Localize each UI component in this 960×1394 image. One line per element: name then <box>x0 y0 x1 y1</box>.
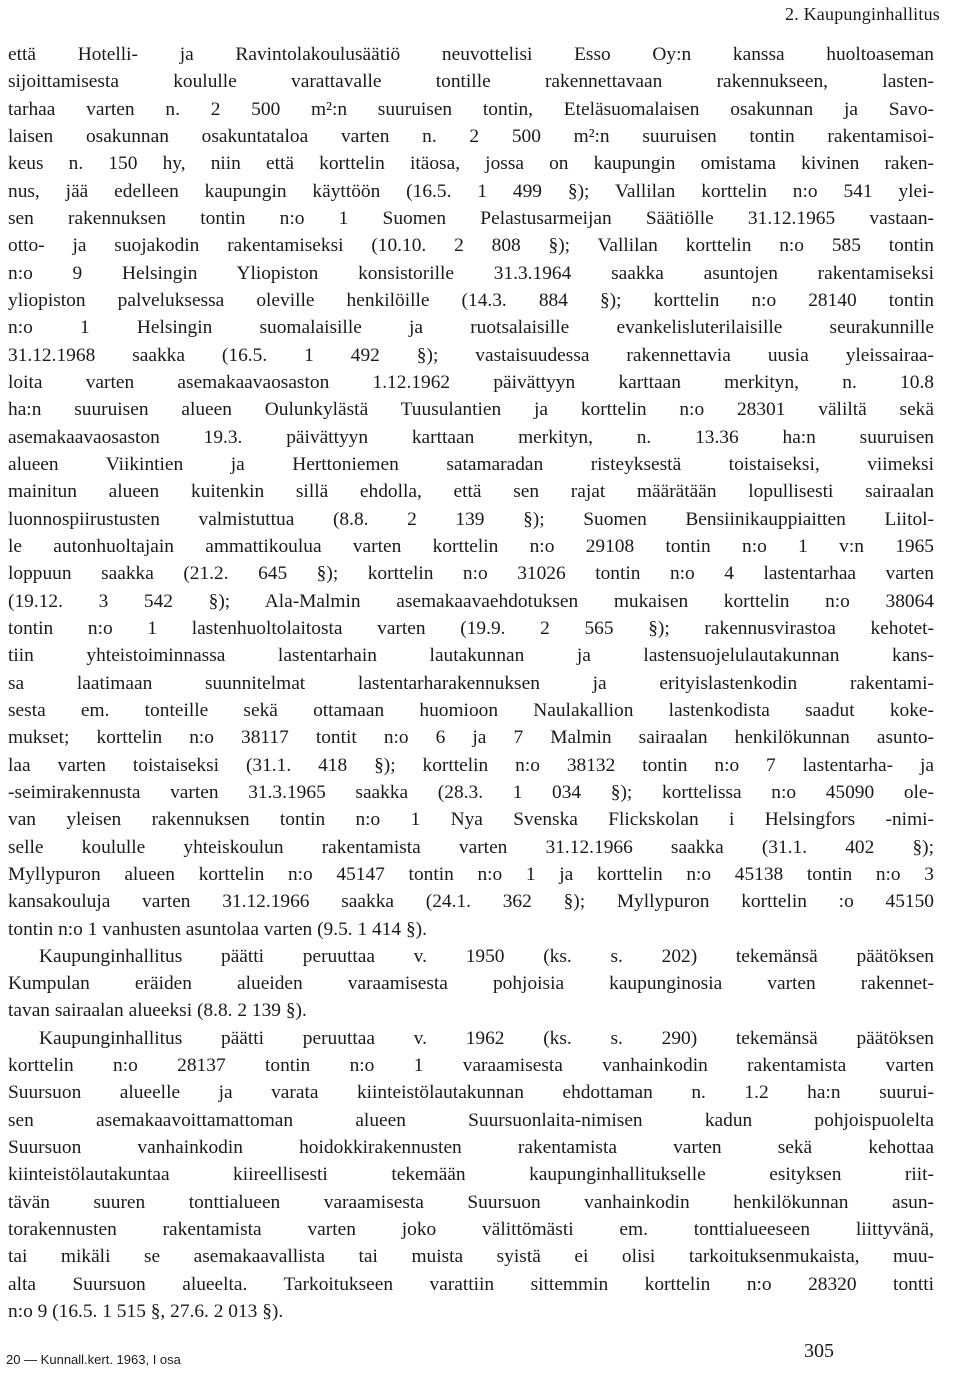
text-line: tarhaa varten n. 2 500 m²:n suuruisen tontin, Eteläsuomalaisen osakunnan ja Savo- <box>8 98 934 120</box>
text-line: mukset; korttelin n:o 38117 tontit n:o 6 ja 7 Malmin sairaalan henkilökunnan asunto- <box>8 727 934 749</box>
text-line: (19.12. 3 542 §); Ala-Malmin asemakaavaehdotuksen mukaisen korttelin n:o 38064 <box>8 590 934 612</box>
page-number: 305 <box>804 1340 834 1362</box>
text-line: keus n. 150 hy, niin että korttelin itäosa, jossa on kaupungin omistama kivinen raken- <box>8 153 934 175</box>
text-line: n:o 9 Helsingin Yliopiston konsistorille 31.3.1964 saakka asuntojen rakentamiseksi <box>8 262 934 284</box>
text-line: otto- ja suojakodin rakentamiseksi (10.10. 2 808 §); Vallilan korttelin n:o 585 tontin <box>8 235 934 257</box>
text-line: Kaupunginhallitus päätti peruuttaa v. 1950 (ks. s. 202) tekemänsä päätöksen <box>39 945 934 967</box>
text-line: Suursuon vanhainkodin hoidokkirakennusten rakentamista varten sekä kehottaa <box>8 1137 934 1159</box>
text-line: luonnospiirustusten valmistuttua (8.8. 2 139 §); Suomen Bensiinikauppiaitten Liitol- <box>8 508 934 530</box>
text-line: Myllypuron alueen korttelin n:o 45147 tontin n:o 1 ja korttelin n:o 45138 tontin n:o 3 <box>8 863 934 885</box>
text-line: asemakaavaosaston 19.3. päivättyyn karttaan merkityn, n. 13.36 ha:n suuruisen <box>8 426 934 448</box>
text-line: selle koululle yhteiskoulun rakentamista varten 31.12.1966 saakka (31.1. 402 §); <box>8 836 934 858</box>
text-line: alueen Viikintien ja Herttoniemen satamaradan risteyksestä toistaiseksi, viimeksi <box>8 453 934 475</box>
text-line: le autonhuoltajain ammattikoulua varten korttelin n:o 29108 tontin n:o 1 v:n 1965 <box>8 535 934 557</box>
text-line: sen rakennuksen tontin n:o 1 Suomen Pelastusarmeijan Säätiölle 31.12.1965 vastaan- <box>8 207 934 229</box>
text-line: tavan sairaalan alueeksi (8.8. 2 139 §). <box>8 1000 307 1022</box>
text-line: sa laatimaan suunnitelmat lastentarharakennuksen ja erityislastenkodin rakentami- <box>8 672 934 694</box>
printer-signature: 20 — Kunnall.kert. 1963, I osa <box>6 1352 181 1367</box>
text-line: että Hotelli- ja Ravintolakoulusäätiö neuvottelisi Esso Oy:n kanssa huoltoaseman <box>8 44 934 65</box>
text-line: alta Suursuon alueelta. Tarkoitukseen varattiin sittemmin korttelin n:o 28320 tontti <box>8 1273 934 1295</box>
text-line: sijoittamisesta koululle varattavalle tontille rakennettavaan rakennukseen, lasten- <box>8 71 934 93</box>
text-line: 31.12.1968 saakka (16.5. 1 492 §); vastaisuudessa rakennettavia uusia yleissairaa- <box>8 344 934 366</box>
paragraph-2 <box>8 943 934 1025</box>
text-line: tävän suuren tonttialueen varaamisesta Suursuon vanhainkodin henkilökunnan asun- <box>8 1191 934 1213</box>
text-line: kiinteistölautakuntaa kiireellisesti tekemään kaupunginhallitukselle esityksen riit- <box>8 1164 934 1186</box>
text-line: loppuun saakka (21.2. 645 §); korttelin n:o 31026 tontin n:o 4 lastentarhaa varten <box>8 563 934 585</box>
text-line: nus, jää edelleen kaupungin käyttöön (16.5. 1 499 §); Vallilan korttelin n:o 541 ylei- <box>8 180 934 202</box>
text-line: van yleisen rakennuksen tontin n:o 1 Nya Svenska Flickskolan i Helsingfors -nimi- <box>8 809 934 831</box>
text-line: tontin n:o 1 lastenhuoltolaitosta varten (19.9. 2 565 §); rakennusvirastoa kehotet- <box>8 617 934 639</box>
paragraph-1 <box>8 41 934 943</box>
body-text <box>8 41 934 1325</box>
text-line: Kumpulan eräiden alueiden varaamisesta pohjoisia kaupunginosia varten rakennet- <box>8 973 934 995</box>
text-line: laa varten toistaiseksi (31.1. 418 §); korttelin n:o 38132 tontin n:o 7 lastentarha- ja <box>8 754 934 776</box>
text-line: sesta em. tonteille sekä ottamaan huomioon Naulakallion lastenkodista saadut koke- <box>8 699 934 721</box>
text-line: Suursuon alueelle ja varata kiinteistölautakunnan ehdottaman n. 1.2 ha:n suurui- <box>8 1082 934 1104</box>
text-line: mainitun alueen kuitenkin sillä ehdolla, että sen rajat määrätään lopullisesti sairaalan <box>8 481 934 503</box>
text-line: torakennusten rakentamista varten joko välittömästi em. tonttialueeseen liittyvänä, <box>8 1219 934 1241</box>
running-head: 2. Kaupunginhallitus <box>785 4 940 24</box>
text-line: Kaupunginhallitus päätti peruuttaa v. 1962 (ks. s. 290) tekemänsä päätöksen <box>39 1027 934 1049</box>
text-line: n:o 9 (16.5. 1 515 §, 27.6. 2 013 §). <box>8 1301 284 1323</box>
text-line: tiin yhteistoiminnassa lastentarhain lautakunnan ja lastensuojelulautakunnan kans- <box>8 645 934 667</box>
text-line: tontin n:o 1 vanhusten asuntolaa varten (9.5. 1 414 §). <box>8 918 427 940</box>
text-line: n:o 1 Helsingin suomalaisille ja ruotsalaisille evankelisluterilaisille seurakunnille <box>8 317 934 339</box>
text-line: kansakouluja varten 31.12.1966 saakka (24.1. 362 §); Myllypuron korttelin :o 45150 <box>8 891 934 913</box>
text-line: tai mikäli se asemakaavallista tai muista syistä ei olisi tarkoituksenmukaista, muu- <box>8 1246 934 1268</box>
text-line: loita varten asemakaavaosaston 1.12.1962 päivättyyn karttaan merkityn, n. 10.8 <box>8 371 934 393</box>
paragraph-3 <box>8 1025 934 1326</box>
text-line: korttelin n:o 28137 tontin n:o 1 varaamisesta vanhainkodin rakentamista varten <box>8 1055 934 1077</box>
text-line: sen asemakaavoittamattoman alueen Suursuonlaita-nimisen kadun pohjoispuolelta <box>8 1109 934 1131</box>
text-line: -seimirakennusta varten 31.3.1965 saakka (28.3. 1 034 §); korttelissa n:o 45090 ole- <box>8 781 934 803</box>
text-line: ha:n suuruisen alueen Oulunkylästä Tuusulantien ja korttelin n:o 28301 väliltä sekä <box>8 399 934 421</box>
text-line: laisen osakunnan osakuntataloa varten n. 2 500 m²:n suuruisen tontin rakentamisoi- <box>8 125 934 147</box>
text-line: yliopiston palveluksessa oleville henkilöille (14.3. 884 §); korttelin n:o 28140 tontin <box>8 289 934 311</box>
